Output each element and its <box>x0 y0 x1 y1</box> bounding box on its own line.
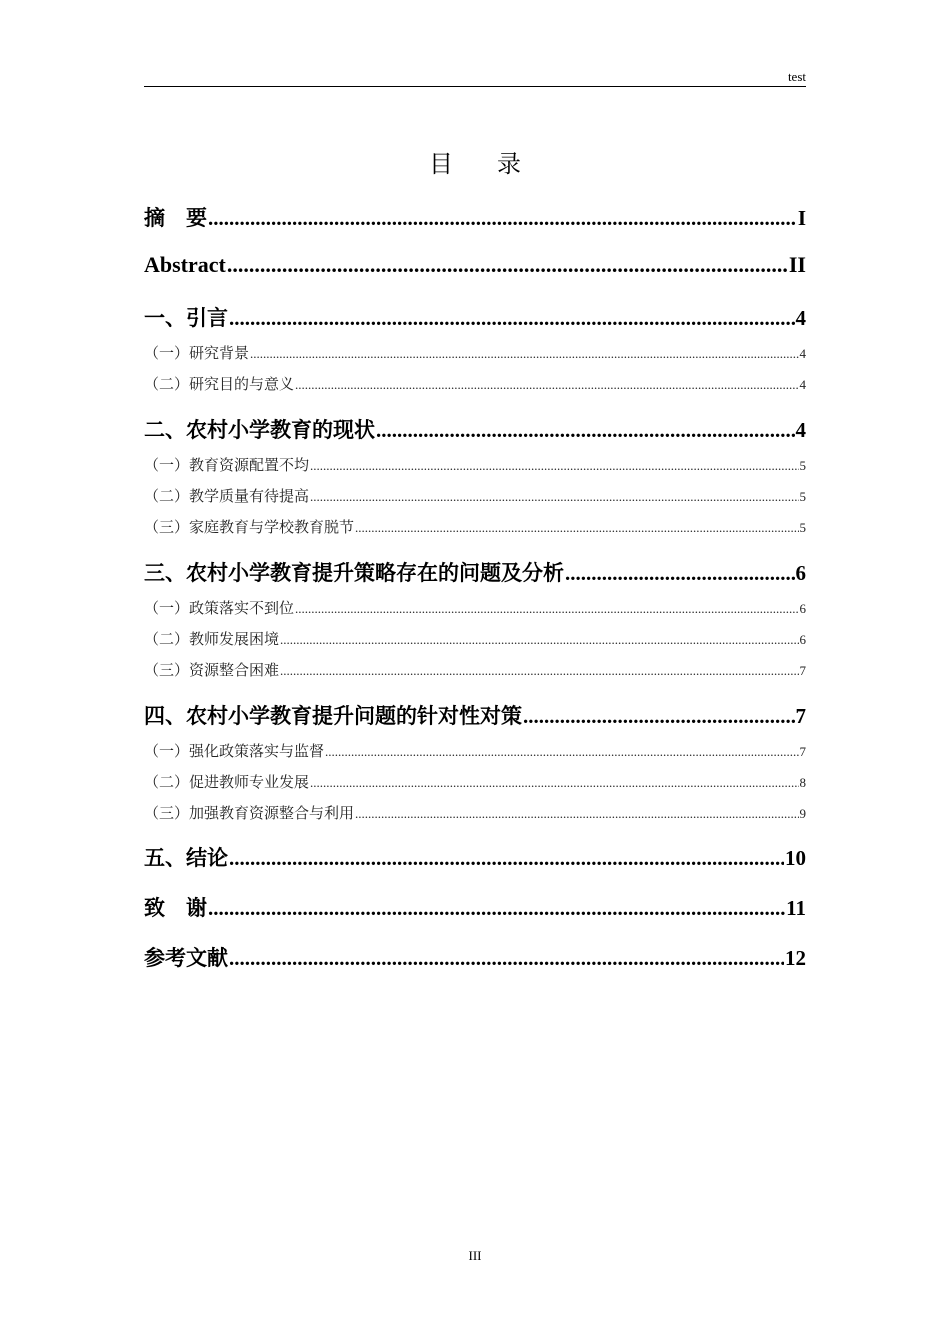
toc-dot-leader <box>310 775 798 791</box>
toc-entry-page: 8 <box>799 775 806 790</box>
toc-entry-label: （二）教师发展困境 <box>144 630 280 648</box>
toc-dot-leader <box>310 458 798 474</box>
toc-entry[interactable] <box>144 842 806 872</box>
toc-entry[interactable] <box>144 485 806 506</box>
toc-dot-leader <box>229 306 795 331</box>
toc-entry-label: （三）加强教育资源整合与利用 <box>144 804 355 822</box>
toc-dot-leader <box>250 346 798 362</box>
toc-entry-label: （一）政策落实不到位 <box>144 599 295 617</box>
toc-dot-leader <box>208 206 797 231</box>
toc-entry-label: 二、农村小学教育的现状 <box>144 418 375 442</box>
toc-entry-label: 三、农村小学教育提升策略存在的问题及分析 <box>144 561 564 585</box>
toc-entry[interactable] <box>144 597 806 618</box>
toc-entry[interactable] <box>144 516 806 537</box>
toc-entry[interactable] <box>144 771 806 792</box>
toc-entry-page: II <box>788 252 806 277</box>
toc-entry-label: （二）促进教师专业发展 <box>144 773 310 791</box>
toc-dot-leader <box>523 704 795 729</box>
toc-entry-page: 5 <box>799 458 806 473</box>
toc-dot-leader <box>310 489 798 505</box>
toc-entry-label: 四、农村小学教育提升问题的针对性对策 <box>144 704 522 728</box>
toc-dot-leader <box>227 252 788 278</box>
toc-entry-label: 一、引言 <box>144 306 228 330</box>
toc-entry[interactable] <box>144 659 806 680</box>
toc-entry-label: 致 谢 <box>144 896 207 920</box>
toc-entry[interactable] <box>144 302 806 332</box>
toc-dot-leader <box>355 806 798 822</box>
toc-entry[interactable] <box>144 373 806 394</box>
toc-dot-leader <box>280 632 798 648</box>
toc-entry[interactable] <box>144 342 806 363</box>
toc-entry-label: Abstract <box>144 252 226 277</box>
toc-dot-leader <box>208 896 785 921</box>
toc-entry-page: 7 <box>799 744 806 759</box>
toc-entry-label: 五、结论 <box>144 846 228 870</box>
toc-dot-leader <box>325 744 798 760</box>
toc-dot-leader <box>355 520 798 536</box>
toc-dot-leader <box>295 377 798 393</box>
toc-entry[interactable] <box>144 740 806 761</box>
toc-dot-leader <box>229 846 784 871</box>
toc-entry-page: 7 <box>799 663 806 678</box>
toc-dot-leader <box>565 561 795 586</box>
toc-entry[interactable] <box>144 202 806 232</box>
toc-entry-label: （二）教学质量有待提高 <box>144 487 310 505</box>
toc-entry[interactable] <box>144 942 806 972</box>
toc-entry-label: （三）资源整合困难 <box>144 661 280 679</box>
page-footer-number: III <box>468 1248 482 1263</box>
toc-entry-page: I <box>797 206 806 230</box>
toc-dot-leader <box>229 946 784 971</box>
toc-dot-leader <box>376 418 795 443</box>
toc-entry[interactable] <box>144 454 806 475</box>
toc-entry-page: 4 <box>795 306 806 330</box>
toc-dot-leader <box>295 601 798 617</box>
toc-entry-label: （三）家庭教育与学校教育脱节 <box>144 518 355 536</box>
header-rule <box>144 86 806 87</box>
toc-entry-page: 5 <box>799 520 806 535</box>
toc-entry-page: 4 <box>795 418 806 442</box>
toc-entry-page: 6 <box>795 561 806 585</box>
toc-entry-page: 12 <box>785 946 806 970</box>
toc-entry-page: 7 <box>795 704 806 728</box>
toc-entry-label: 参考文献 <box>144 946 228 970</box>
toc-dot-leader <box>280 663 798 679</box>
toc-entry-page: 4 <box>799 346 806 361</box>
toc-entry[interactable] <box>144 557 806 587</box>
toc-entry-label: （一）研究背景 <box>144 344 250 362</box>
toc-entry-page: 6 <box>799 601 806 616</box>
toc-entry[interactable] <box>144 628 806 649</box>
toc-title: 目录 <box>429 150 565 178</box>
toc-entry[interactable] <box>144 414 806 444</box>
toc-entry-page: 10 <box>785 846 806 870</box>
toc-entry[interactable] <box>144 802 806 823</box>
toc-entry-label: （一）强化政策落实与监督 <box>144 742 325 760</box>
toc-entry[interactable] <box>144 700 806 730</box>
toc-entry-label: 摘 要 <box>144 206 207 230</box>
toc-entry[interactable] <box>144 892 806 922</box>
toc-entry-page: 9 <box>799 806 806 821</box>
page-header-text: test <box>787 69 806 84</box>
toc-entry-label: （一）教育资源配置不均 <box>144 456 310 474</box>
toc-entry-page: 4 <box>799 377 806 392</box>
toc-entry[interactable] <box>144 252 806 278</box>
toc-entry-label: （二）研究目的与意义 <box>144 375 295 393</box>
toc-entry-page: 6 <box>799 632 806 647</box>
toc-entry-page: 11 <box>786 896 806 920</box>
toc-entry-page: 5 <box>799 489 806 504</box>
